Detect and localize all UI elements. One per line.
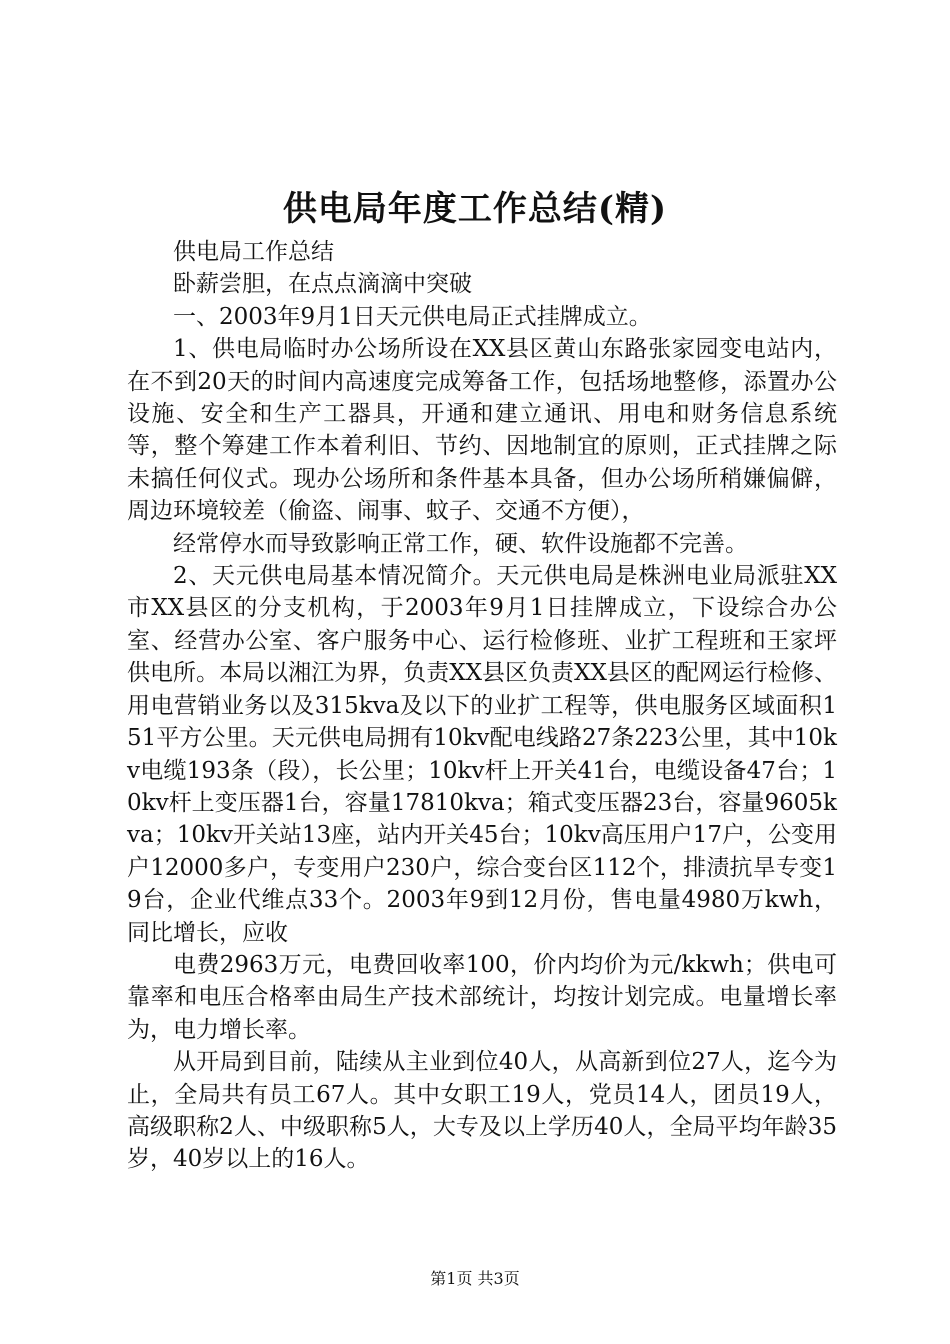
paragraph-water-issue: 经常停水而导致影响正常工作，硬、软件设施都不完善。 bbox=[173, 530, 748, 557]
paragraph-section-one: 一、2003年9月1日天元供电局正式挂牌成立。 bbox=[173, 303, 652, 330]
paragraph-staff: 从开局到目前，陆续从主业到位40人，从高新到位27人，迄今为止，全局共有员工67人。其中女职工19人，党员14人，团员19人，高级职称2人、中级职称5人，大专及以上学历40人，全局平均年龄35岁，40岁以上的16人。 bbox=[127, 1049, 837, 1173]
document-title: 供电局年度工作总结(精) bbox=[282, 189, 668, 229]
paragraph-heading: 供电局工作总结 bbox=[173, 239, 334, 265]
paragraph-overview: 2、天元供电局基本情况简介。天元供电局是株洲电业局派驻XX市XX县区的分支机构，于2003年9月1日挂牌成立，下设综合办公室、经营办公室、客户服务中心、运行检修班、业扩工程班和王家坪供电所。本局以湘江为界，负责XX县区负责XX县区的配网运行检修、用电营销业务以及315kva及以下的业扩工程等，供电服务区域面积151平方公里。天元供电局拥有10kv配电线路27条223公里，其中10kv电缆193条（段），长公里；10kv杆上开关41台，电缆设备47台；10kv杆上变压器1台，容量17810kva；箱式变压器23台，容量9605kva；10kv开关站13座，站内开关45台；10kv高压用户17户，公变用户12000多户，专变用户230户，综合变台区112个，排渍抗旱专变19台，企业代维点33个。2003年9到12月份，售电量4980万kwh，同比增长，应收 bbox=[127, 563, 837, 946]
page-number: 第1页 共3页 bbox=[430, 1269, 520, 1288]
paragraph-subtitle: 卧薪尝胆，在点点滴滴中突破 bbox=[173, 271, 472, 298]
paragraph-fees: 电费2963万元，电费回收率100，价内均价为元/kkwh；供电可靠率和电压合格率由局生产技术部统计，均按计划完成。电量增长率为，电力增长率。 bbox=[127, 951, 837, 1043]
document-body bbox=[127, 236, 837, 1176]
paragraph-office-setup: 1、供电局临时办公场所设在XX县区黄山东路张家园变电站内，在不到20天的时间内高速度完成筹备工作，包括场地整修，添置办公设施、安全和生产工器具，开通和建立通讯、用电和财务信息系统等，整个筹建工作本着利旧、节约、因地制宜的原则，正式挂牌之际未搞任何仪式。现办公场所和条件基本具备，但办公场所稍嫌偏僻，周边环境较差（偷盗、闹事、蚊子、交通不方便）， bbox=[127, 336, 837, 525]
